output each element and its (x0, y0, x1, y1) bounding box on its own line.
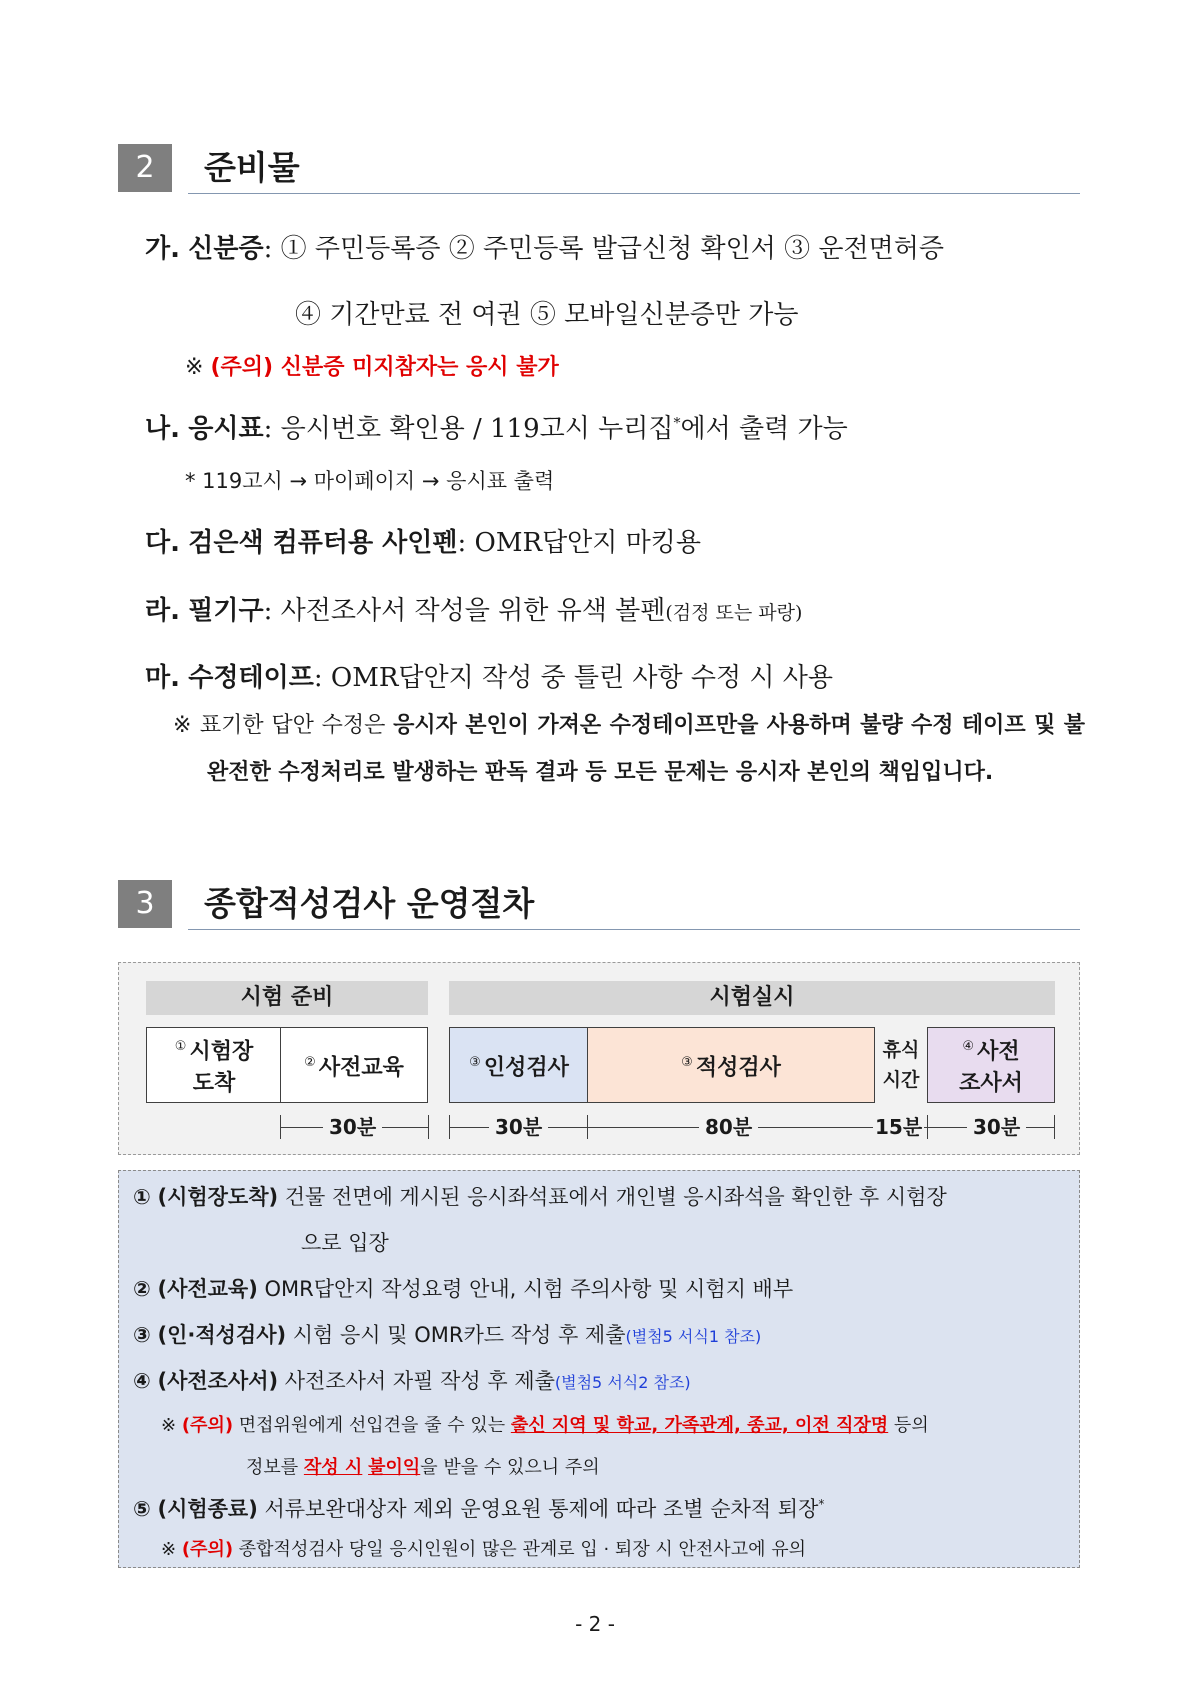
section-number: 3 (118, 880, 172, 928)
warning-highlight: 출신 지역 및 학교, 가족관계, 종교, 이전 직장명 (510, 1415, 889, 1436)
correction-tape-note (173, 702, 1085, 796)
item-marker: 가. (145, 234, 180, 264)
step-label: 인성검사 (483, 1055, 569, 1081)
page-number: - 2 - (575, 1612, 615, 1636)
warning-text-end: 을 받을 수 있으니 주의 (420, 1457, 600, 1478)
item-text-end: 에서 출력 가능 (680, 414, 848, 444)
step-label-2: 시간 (882, 1069, 920, 1091)
step-label: 휴식 (882, 1039, 920, 1061)
note-symbol: ※ (185, 355, 204, 380)
item-id-card (145, 228, 944, 265)
duration-label: 30분 (489, 1115, 548, 1139)
item-correction-tape (145, 657, 833, 694)
item-marker: 마. (145, 663, 180, 693)
item-writing-tools (145, 590, 802, 627)
step-label-2: 조사서 (959, 1070, 1023, 1096)
detail-heading: (사전조사서) (157, 1369, 279, 1393)
step-label: 시험장 (189, 1039, 254, 1065)
footnote-star: * (673, 415, 681, 432)
item-text: : ① 주민등록증 ② 주민등록 발급신청 확인서 ③ 운전면허증 (263, 234, 944, 264)
note-symbol: ※ (161, 1415, 177, 1436)
detail-exam-end (133, 1493, 824, 1523)
detail-text: 시험 응시 및 OMR카드 작성 후 제출 (286, 1323, 626, 1347)
timeline-tick (428, 1115, 429, 1139)
step-label: 적성검사 (695, 1055, 781, 1081)
item-text: : OMR답안지 작성 중 틀린 사항 수정 시 사용 (313, 663, 833, 693)
detail-text: OMR답안지 작성요령 안내, 시험 주의사항 및 시험지 배부 (257, 1277, 794, 1301)
step-break (875, 1027, 927, 1103)
item-text: : 응시번호 확인용 / 119고시 누리집 (263, 414, 674, 444)
step-pre-education (280, 1027, 428, 1103)
item-heading: 수정테이프 (188, 663, 314, 693)
item-id-card-cont: ④ 기간만료 전 여권 ⑤ 모바일신분증만 가능 (295, 300, 799, 330)
item-heading: 필기구 (188, 596, 264, 626)
item-text: : 사전조사서 작성을 위한 유색 볼펜 (263, 596, 666, 626)
procedure-details (118, 1170, 1080, 1568)
step-number: ④ (962, 1039, 975, 1055)
duration-label: 80분 (699, 1115, 758, 1139)
survey-warning (161, 1411, 929, 1437)
detail-pre-education (133, 1273, 793, 1303)
warning-label: (주의) (181, 1415, 234, 1436)
step-number: ① (174, 1039, 187, 1055)
step-label: 사전 (977, 1039, 1020, 1065)
detail-heading: (시험종료) (157, 1497, 258, 1521)
duration-label: 30분 (967, 1115, 1026, 1139)
item-heading: 신분증 (188, 234, 264, 264)
step-aptitude-test (587, 1027, 875, 1103)
detail-arrival-cont: 으로 입장 (301, 1231, 389, 1255)
warning-label: (주의) (181, 1539, 234, 1560)
warning-text: 면접위원에게 선입견을 줄 수 있는 (233, 1415, 511, 1436)
warning-text: 종합적성검사 당일 응시인원이 많은 관계로 입 · 퇴장 시 안전사고에 유의 (233, 1539, 806, 1560)
detail-tests (133, 1319, 761, 1349)
warning-highlight: 작성 시 (303, 1457, 363, 1478)
detail-pre-survey (133, 1365, 691, 1395)
step-pre-survey (927, 1027, 1055, 1103)
detail-text: 사전조사서 자필 작성 후 제출 (278, 1369, 555, 1393)
procedure-diagram (118, 962, 1080, 1155)
section-divider (188, 193, 1080, 194)
form-reference: (별첨5 서식2 참조) (554, 1373, 691, 1392)
step-number: ② (304, 1054, 316, 1070)
warning-text: 정보를 (246, 1457, 304, 1478)
item-subtext: (검정 또는 파랑) (665, 602, 803, 624)
timeline-tick (1054, 1115, 1055, 1139)
item-marker-pen (145, 522, 701, 559)
exit-warning (161, 1535, 806, 1561)
detail-heading: (시험장도착) (157, 1185, 279, 1209)
note-symbol: ※ (161, 1539, 177, 1560)
step-label-2: 도착 (192, 1070, 236, 1096)
section-title: 준비물 (204, 148, 300, 187)
form-reference: (별첨5 서식1 참조) (625, 1327, 762, 1346)
item-marker: 다. (145, 528, 180, 558)
step-arrival (146, 1027, 282, 1103)
duration-label: 30분 (323, 1115, 382, 1139)
detail-number: ④ (133, 1369, 151, 1393)
note-bold-text: 응시자 본인이 가져온 수정테이프만을 사용하며 불량 수정 테이프 및 불완전한 수정처리로 발생하는 판독 결과 등 모든 문제는 응시자 본인의 책임입니다. (207, 713, 1085, 785)
detail-text: 서류보완대상자 제외 운영요원 통제에 따라 조별 순차적 퇴장 (257, 1497, 819, 1521)
section-2-header (118, 144, 1080, 192)
id-card-warning (185, 350, 559, 381)
step-number: ③ (681, 1054, 693, 1070)
detail-number: ⑤ (133, 1497, 151, 1521)
group-header-prep: 시험 준비 (146, 981, 428, 1015)
detail-arrival (133, 1181, 947, 1211)
section-divider (188, 929, 1080, 930)
step-personality-test (449, 1027, 589, 1103)
detail-heading: (사전교육) (157, 1277, 258, 1301)
detail-heading: (인·적성검사) (157, 1323, 287, 1347)
ticket-footnote: * 119고시 → 마이페이지 → 응시표 출력 (185, 469, 555, 493)
step-number: ③ (469, 1054, 481, 1070)
section-number: 2 (118, 144, 172, 192)
warning-text-end: 등의 (888, 1415, 929, 1436)
item-heading: 검은색 컴퓨터용 사인펜 (188, 528, 458, 558)
detail-number: ① (133, 1185, 151, 1209)
item-text: : OMR답안지 마킹용 (457, 528, 702, 558)
section-title: 종합적성검사 운영절차 (204, 884, 535, 923)
item-heading: 응시표 (188, 414, 264, 444)
footnote-star: * (818, 1497, 825, 1511)
item-marker: 라. (145, 596, 180, 626)
detail-text: 건물 전면에 게시된 응시좌석표에서 개인별 응시좌석을 확인한 후 시험장 (278, 1185, 947, 1209)
note-symbol: ※ (173, 713, 193, 738)
note-text: 표기한 답안 수정은 (192, 713, 394, 738)
step-label: 사전교육 (318, 1055, 404, 1081)
section-3-header (118, 880, 1080, 928)
item-admission-ticket (145, 408, 848, 445)
detail-number: ② (133, 1277, 151, 1301)
duration-label: 15분 (875, 1115, 923, 1139)
detail-number: ③ (133, 1323, 151, 1347)
item-marker: 나. (145, 414, 180, 444)
group-header-exam: 시험실시 (449, 981, 1055, 1015)
warning-highlight: 불이익 (368, 1457, 421, 1478)
survey-warning-cont (246, 1453, 600, 1479)
warning-text: (주의) 신분증 미지참자는 응시 불가 (210, 355, 559, 380)
